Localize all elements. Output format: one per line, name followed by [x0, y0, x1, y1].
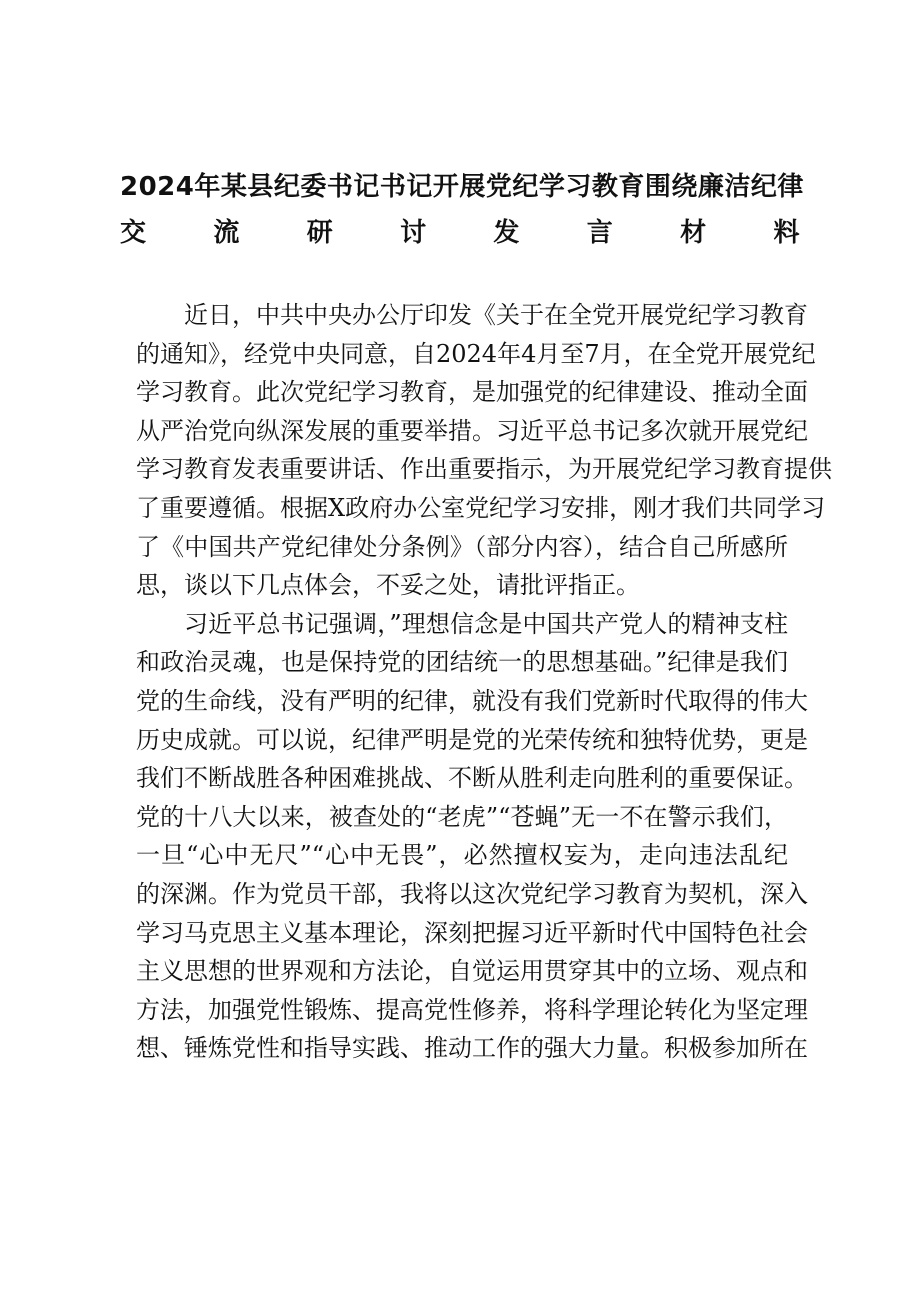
document-title [120, 164, 804, 256]
paragraph-line: 从严治党向纵深发展的重要举措。习近平总书记多次就开展党纪 [136, 416, 808, 445]
paragraph-line: 近日，中共中央办公厅印发《关于在全党开展党纪学习教育 [184, 301, 808, 329]
paragraph-line: 习近平总书记强调，”理想信念是中国共产党人的精神支柱 [184, 609, 788, 638]
paragraph-line: 了重要遵循。根据X政府办公室党纪学习安排，刚才我们共同学习 [136, 493, 826, 522]
paragraph-line: 的深渊。作为党员干部，我将以这次党纪学习教育为契机，深入 [136, 879, 808, 908]
paragraph-line: 和政治灵魂，也是保持党的团结统一的思想基础。”纪律是我们 [136, 648, 788, 677]
paragraph-line: 我们不断战胜各种困难挑战、不断从胜利走向胜利的重要保证。 [136, 764, 808, 793]
paragraph-line: 一旦“心中无尺”“心中无畏”，必然擅权妄为，走向违法乱纪 [136, 841, 788, 870]
paragraph-line: 想、锤炼党性和指导实践、推动工作的强大力量。积极参加所在 [136, 1034, 808, 1063]
paragraph-line: 历史成就。可以说，纪律严明是党的光荣传统和独特优势，更是 [136, 725, 808, 754]
paragraph-line: 的通知》，经党中央同意，自2024年4月至7月，在全党开展党纪 [136, 339, 816, 368]
paragraph-line: 学习教育发表重要讲话、作出重要指示，为开展党纪学习教育提供 [136, 455, 832, 484]
paragraph-line: 主义思想的世界观和方法论，自觉运用贯穿其中的立场、观点和 [136, 957, 808, 986]
paragraph-line: 方法，加强党性锻炼、提高党性修养，将科学理论转化为坚定理 [136, 995, 808, 1024]
paragraph-line: 党的十八大以来，被查处的“老虎”“苍蝇”无一不在警示我们， [136, 802, 788, 831]
paragraph-1 [136, 296, 832, 605]
document-body [136, 296, 832, 1068]
paragraph-line: 学习教育。此次党纪学习教育，是加强党的纪律建设、推动全面 [136, 378, 808, 407]
title-line-1: 2024年某县纪委书记书记开展党纪学习教育围绕廉洁纪律 [120, 172, 804, 202]
paragraph-line: 党的生命线，没有严明的纪律，就没有我们党新时代取得的伟大 [136, 686, 808, 715]
paragraph-line: 了《中国共产党纪律处分条例》（部分内容），结合自己所感所 [136, 532, 788, 561]
title-line-2: 交流研讨发言材料 [120, 218, 800, 248]
paragraph-line: 学习马克思主义基本理论，深刻把握习近平新时代中国特色社会 [136, 918, 808, 947]
paragraph-line: 思，谈以下几点体会，不妥之处，请批评指正。 [136, 571, 640, 600]
paragraph-2 [136, 605, 808, 1068]
